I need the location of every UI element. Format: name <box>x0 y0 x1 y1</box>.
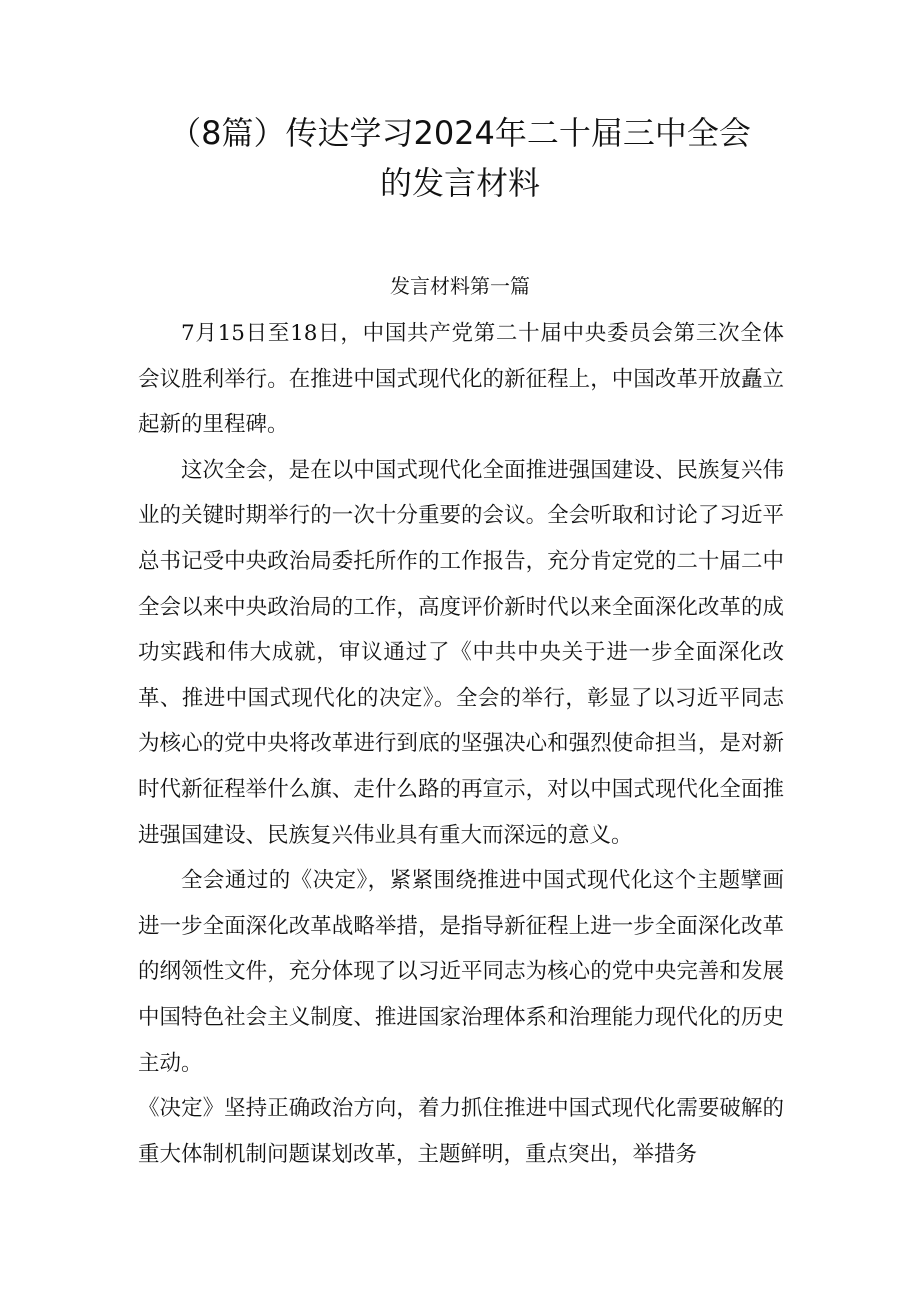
paragraph-2: 这次全会，是在以中国式现代化全面推进强国建设、民族复兴伟业的关键时期举行的一次十分重要的会议。全会听取和讨论了习近平总书记受中央政治局委托所作的工作报告，充分肯定党的二十届二中全会以来中央政治局的工作，高度评价新时代以来全面深化改革的成功实践和伟大成就，审议通过了《中共中央关于进一步全面深化改革、推进中国式现代化的决定》。全会的举行，彰显了以习近平同志为核心的党中央将改革进行到底的坚强决心和强烈使命担当，是对新时代新征程举什么旗、走什么路的再宣示，对以中国式现代化全面推进强国建设、民族复兴伟业具有重大而深远的意义。 <box>138 457 784 848</box>
document-title <box>120 108 800 208</box>
title-line-1: （8篇）传达学习2024年二十届三中全会 <box>169 114 751 152</box>
section-heading: 发言材料第一篇 <box>390 274 530 298</box>
paragraph-1: 7月15日至18日，中国共产党第二十届中央委员会第三次全体会议胜利举行。在推进中国式现代化的新征程上，中国改革开放矗立起新的里程碑。 <box>138 321 784 438</box>
document-body <box>138 311 784 1177</box>
paragraph-4: 《决定》坚持正确政治方向，着力抓住推进中国式现代化需要破解的重大体制机制问题谋划改革，主题鲜明，重点突出，举措务 <box>138 1096 784 1167</box>
paragraph-3: 全会通过的《决定》，紧紧围绕推进中国式现代化这个主题擘画进一步全面深化改革战略举措，是指导新征程上进一步全面深化改革的纲领性文件，充分体现了以习近平同志为核心的党中央完善和发展中国特色社会主义制度、推进国家治理体系和治理能力现代化的历史主动。 <box>138 868 784 1076</box>
title-line-2: 的发言材料 <box>379 164 540 202</box>
